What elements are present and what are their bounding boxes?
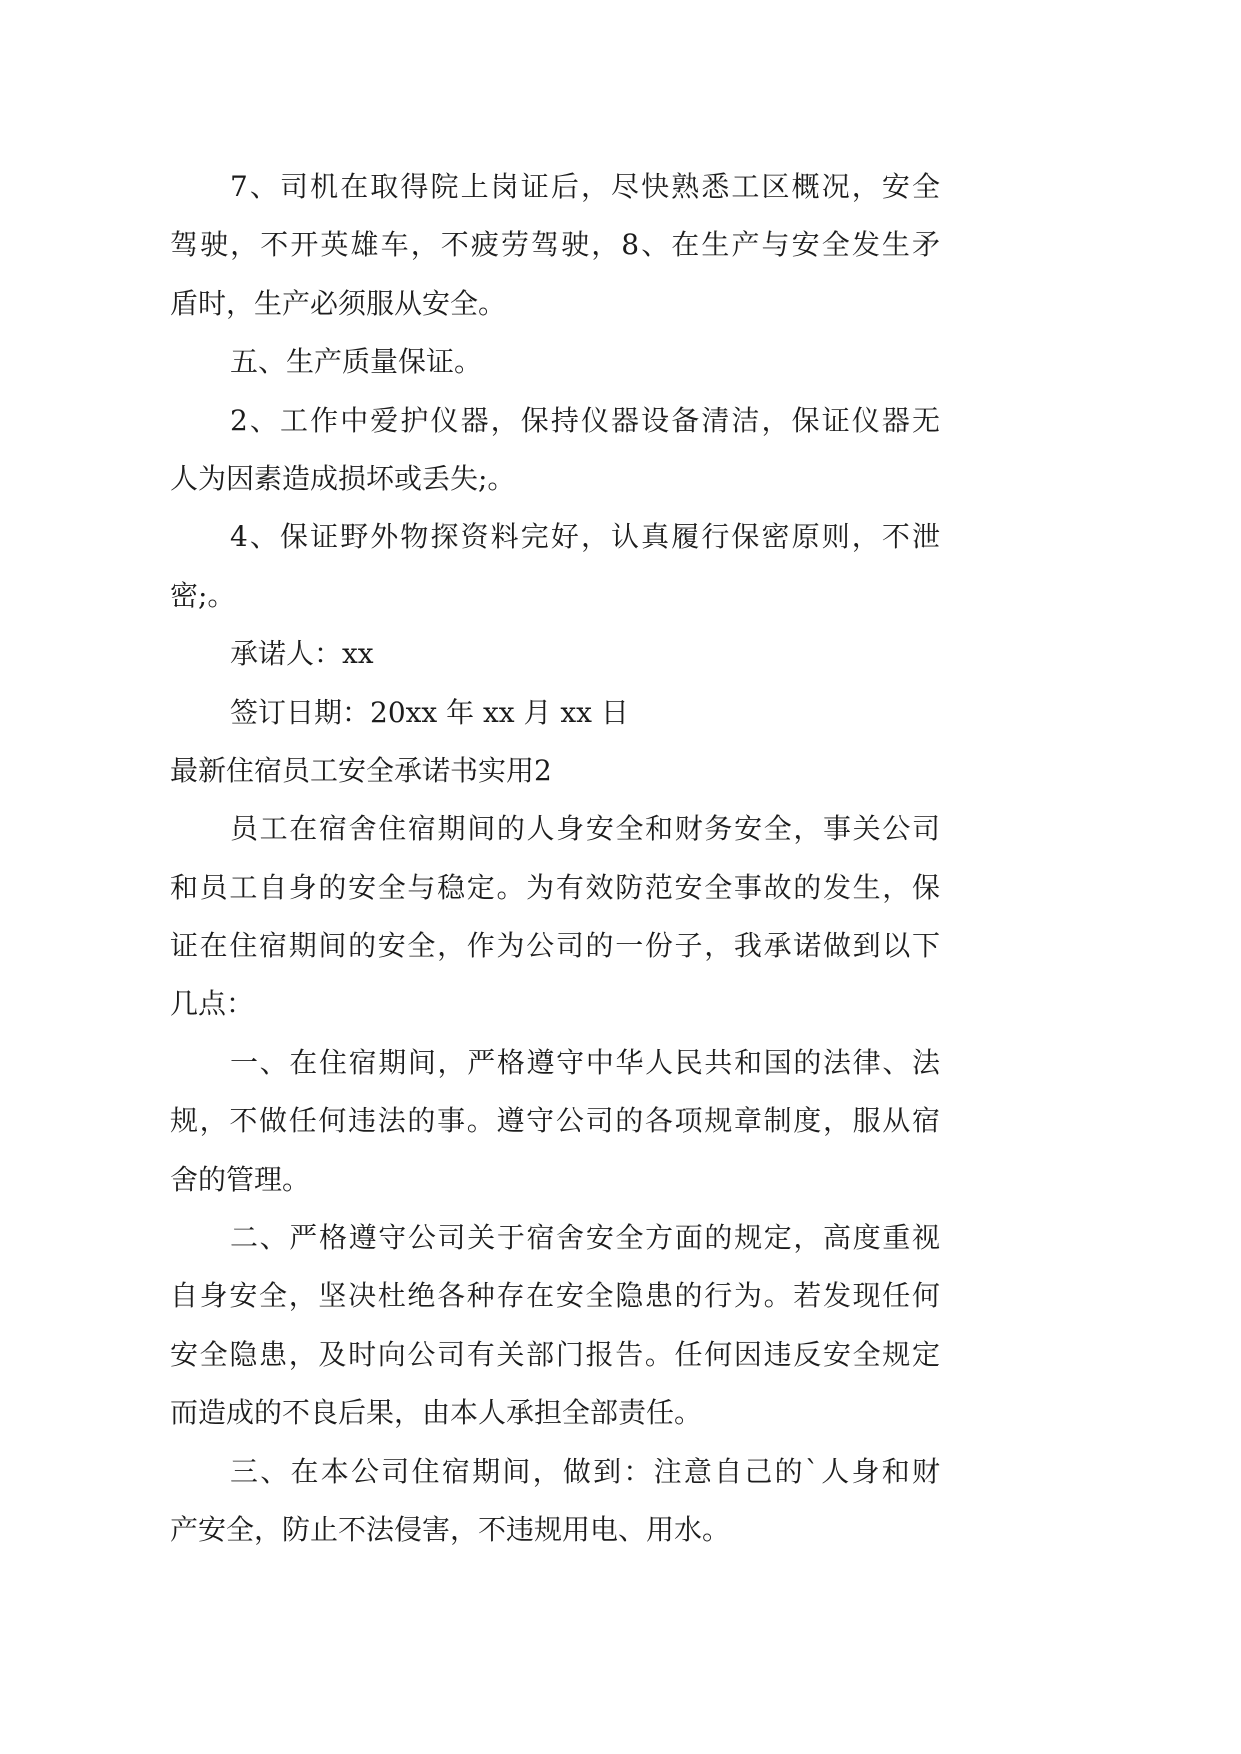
paragraph-line: 7、司机在取得院上岗证后，尽快熟悉工区概况，安全: [230, 170, 940, 203]
paragraph-line: 人为因素造成损坏或丢失;。: [170, 461, 516, 495]
paragraph-line: 而造成的不良后果，由本人承担全部责任。: [170, 1396, 703, 1430]
paragraph-line: 员工在宿舍住宿期间的人身安全和财务安全，事关公司: [230, 812, 940, 846]
paragraph-line: 一、在住宿期间，严格遵守中华人民共和国的法律、法: [230, 1045, 940, 1079]
signing-date-line: 签订日期：20xx 年 xx 月 xx 日: [230, 695, 629, 729]
paragraph-line: 几点：: [170, 987, 255, 1021]
paragraph-line: 自身安全，坚决杜绝各种存在安全隐患的行为。若发现任何: [170, 1279, 940, 1313]
paragraph-line: 规，不做任何违法的事。遵守公司的各项规章制度，服从宿: [170, 1104, 940, 1138]
paragraph-line: 4、保证野外物探资料完好，认真履行保密原则，不泄: [230, 520, 940, 554]
paragraph: [170, 1209, 940, 1443]
paragraph-line: 安全隐患，及时向公司有关部门报告。任何因违反安全规定: [170, 1337, 940, 1371]
paragraph-line: 三、在本公司住宿期间，做到：注意自己的`人身和财: [230, 1454, 940, 1488]
paragraph: [170, 800, 940, 1034]
paragraph-line: 二、严格遵守公司关于宿舍安全方面的规定，高度重视: [230, 1221, 940, 1255]
paragraph-line: 2、工作中爱护仪器，保持仪器设备清洁，保证仪器无: [230, 403, 940, 437]
signatory-line: 承诺人：xx: [230, 637, 374, 671]
paragraph-line: 盾时，生产必须服从安全。: [170, 286, 507, 320]
paragraph: [170, 1034, 940, 1209]
signing-date: [170, 684, 940, 742]
paragraph: [170, 158, 940, 333]
section-heading: 最新住宿员工安全承诺书实用2: [170, 753, 552, 787]
document-body: [170, 158, 940, 1559]
paragraph-line: 五、生产质量保证。: [230, 345, 483, 379]
signatory: [170, 625, 940, 683]
paragraph-line: 驾驶，不开英雄车，不疲劳驾驶，8、在生产与安全发生矛: [170, 228, 940, 262]
paragraph: [170, 508, 940, 625]
paragraph-line: 产安全，防止不法侵害，不违规用电、用水。: [170, 1512, 731, 1546]
paragraph: [170, 333, 940, 391]
paragraph-line: 密;。: [170, 578, 236, 612]
paragraph-line: 和员工自身的安全与稳定。为有效防范安全事故的发生，保: [170, 870, 940, 904]
paragraph-line: 舍的管理。: [170, 1162, 311, 1196]
paragraph: [170, 392, 940, 509]
paragraph: [170, 1443, 940, 1560]
paragraph-line: 证在住宿期间的安全，作为公司的一份子，我承诺做到以下: [170, 929, 940, 963]
